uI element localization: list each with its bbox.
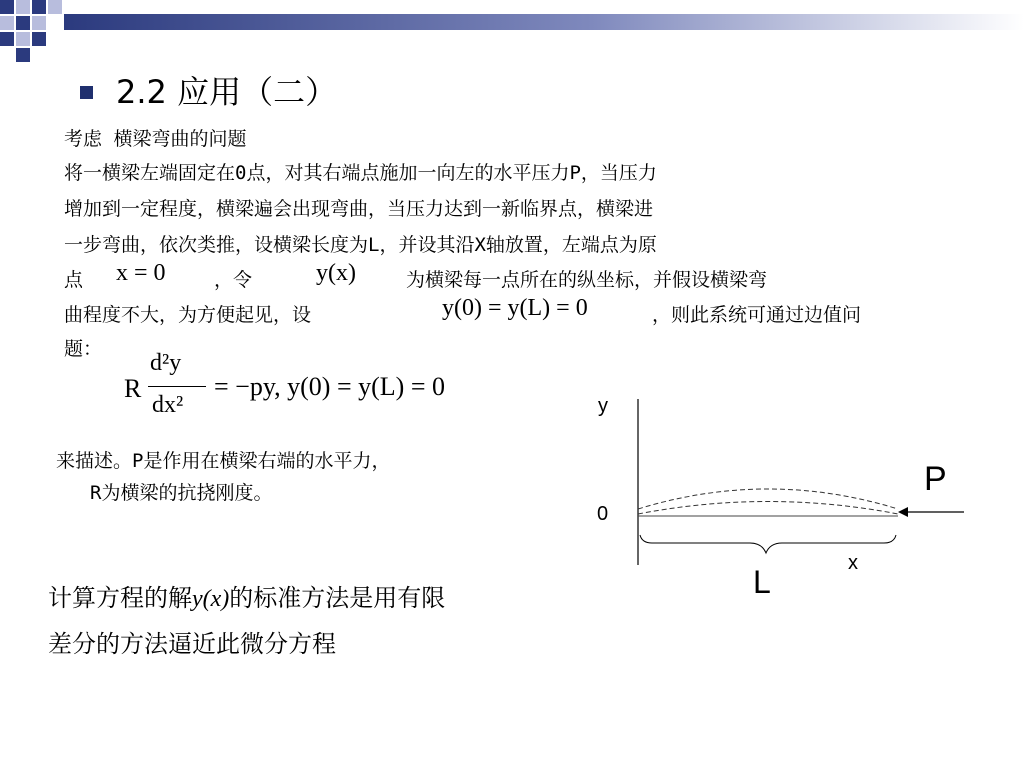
- y-axis-label: y: [598, 395, 608, 417]
- describe-line-2: R为横梁的抗挠刚度。: [90, 482, 273, 504]
- math-x-eq-0: x = 0: [116, 260, 166, 286]
- deco-square: [32, 32, 46, 46]
- conclusion-text-end: 的标准方法是用有限: [229, 584, 446, 612]
- conclusion-line-2: 差分的方法逼近此微分方程: [48, 630, 336, 658]
- intro-line-5-end: 为横梁每一点所在的纵坐标，并假设横梁弯: [406, 269, 768, 291]
- deco-square: [16, 32, 30, 46]
- equation-numerator: d²y: [150, 350, 182, 376]
- bullet-square: [80, 86, 93, 99]
- deco-bar: [64, 14, 1024, 30]
- deco-square: [0, 32, 14, 46]
- equation-coefficient-R: R: [124, 374, 142, 403]
- x-axis-label: x: [848, 552, 858, 574]
- math-y-of-x: y(x): [316, 260, 356, 286]
- conclusion-math-y-of-x: y(x): [192, 586, 230, 612]
- conclusion-text-start: 计算方程的解: [48, 584, 192, 612]
- length-label: L: [753, 564, 771, 600]
- intro-line-2: 将一横梁左端固定在0点，对其右端点施加一向左的水平压力P，当压力: [64, 162, 657, 184]
- math-boundary-condition: y(0) = y(L) = 0: [442, 295, 588, 321]
- deco-square: [16, 0, 30, 14]
- describe-line-1: 来描述。P是作用在横梁右端的水平力，: [56, 450, 391, 472]
- intro-line-5-start: 点: [64, 269, 84, 291]
- deco-square: [48, 0, 62, 14]
- intro-line-3: 增加到一定程度，横梁遍会出现弯曲，当压力达到一新临界点，横梁进: [64, 198, 654, 220]
- intro-line-6-end: ，则此系统可通过边值问: [652, 304, 862, 326]
- origin-label: 0: [597, 503, 609, 525]
- intro-line-1: 考虑 横梁弯曲的问题: [64, 128, 247, 150]
- header-decoration: [0, 0, 1024, 70]
- equation-denominator: dx²: [152, 392, 184, 418]
- deco-square: [16, 48, 30, 62]
- force-arrowhead: [898, 507, 908, 517]
- deco-square: [0, 0, 14, 14]
- fraction-bar: [148, 386, 206, 387]
- deco-square: [32, 0, 46, 14]
- intro-line-4: 一步弯曲，依次类推，设横梁长度为L，并设其沿X轴放置，左端点为原: [64, 234, 657, 256]
- deflection-curve-2: [638, 502, 898, 515]
- deco-square: [0, 16, 14, 30]
- beam-diagram: [590, 385, 990, 615]
- slide-title: 2.2 应用（二）: [116, 73, 338, 111]
- conclusion-line-1: [48, 578, 445, 613]
- intro-line-7: 题：: [64, 338, 103, 360]
- intro-line-5-mid: ，令: [214, 269, 253, 291]
- intro-line-6-start: 曲程度不大，为方便起见，设: [64, 304, 312, 326]
- deco-square: [16, 16, 30, 30]
- deflection-curve-1: [638, 489, 898, 509]
- length-brace: [640, 535, 896, 553]
- equation-rhs: = −py, y(0) = y(L) = 0: [214, 372, 445, 401]
- force-label: P: [924, 460, 947, 498]
- deco-square: [32, 16, 46, 30]
